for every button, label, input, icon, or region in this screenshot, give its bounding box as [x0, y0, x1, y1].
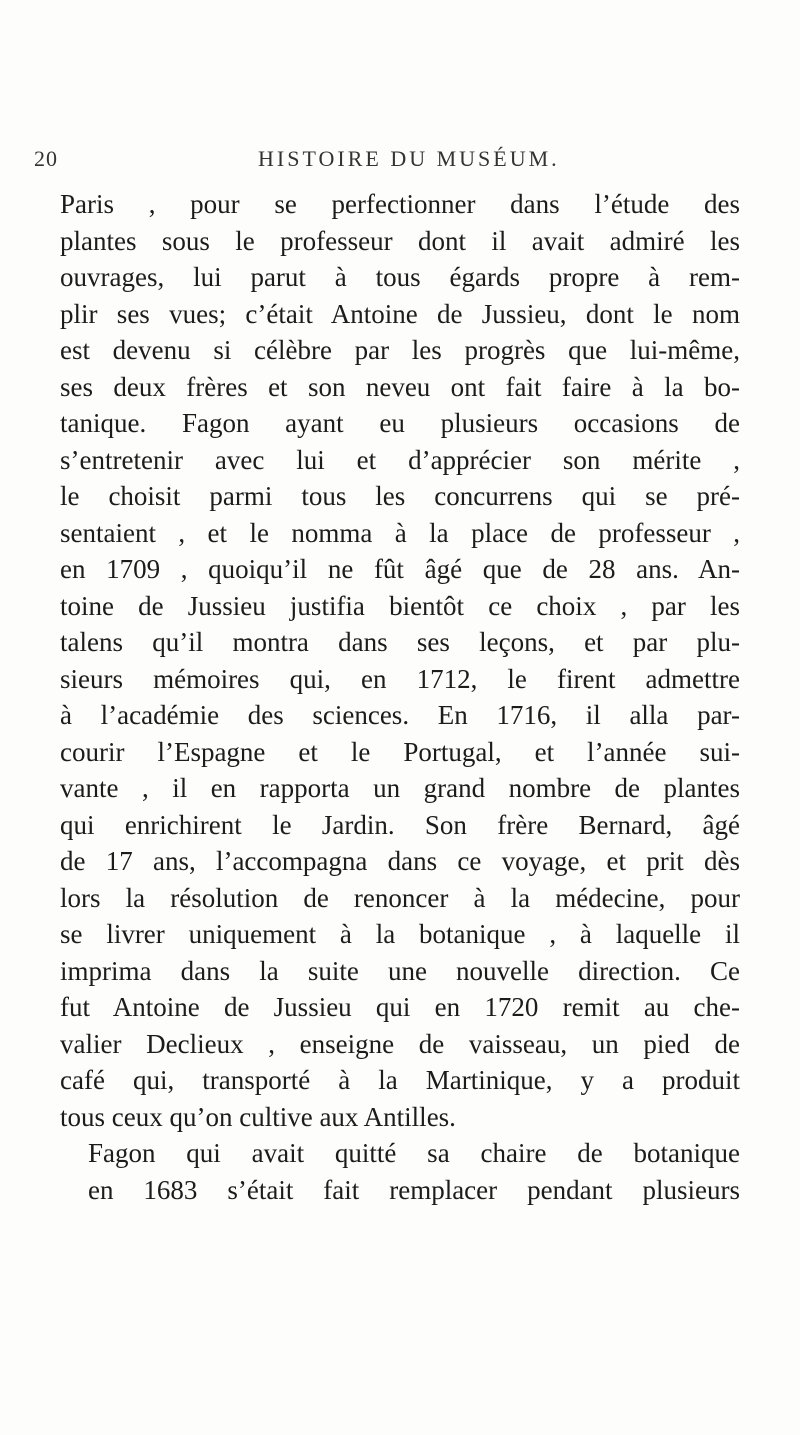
text-line: tanique. Fagon ayant eu plusieurs occasions de: [60, 408, 740, 438]
text-line: qui enrichirent le Jardin. Son frère Bernard, âgé: [60, 809, 740, 840]
page-number: 20: [34, 146, 58, 171]
running-title: HISTOIRE DU MUSÉUM.: [258, 146, 560, 171]
text-line: Paris , pour se perfectionner dans l’étude des: [60, 189, 740, 219]
text-line: à l’académie des sciences. En 1716, il alla par-: [60, 700, 740, 730]
text-line: ses deux frères et son neveu ont fait faire à la bo-: [60, 371, 740, 402]
text-line: sentaient , et le nomma à la place de professeur ,: [60, 517, 740, 548]
text-line: ouvrages, lui parut à tous égards propre à rem-: [60, 262, 740, 292]
text-line: fut Antoine de Jussieu qui en 1720 remit au che-: [60, 992, 740, 1022]
text-line: café qui, transporté à la Martinique, y a produit: [60, 1065, 740, 1095]
text-line: en 1683 s’était fait remplacer pendant plusieurs: [88, 1174, 740, 1205]
text-line: le choisit parmi tous les concurrens qui se pré-: [60, 481, 740, 511]
text-line: en 1709 , quoiqu’il ne fût âgé que de 28 ans. An-: [60, 554, 740, 584]
text-line: talens qu’il montra dans ses leçons, et par plu-: [60, 627, 740, 657]
page-header: [0, 146, 800, 176]
text-line: plantes sous le professeur dont il avait admiré les: [60, 225, 740, 256]
text-line: valier Declieux , enseigne de vaisseau, un pied de: [60, 1028, 740, 1059]
text-line: plir ses vues; c’était Antoine de Jussieu, dont le nom: [60, 298, 740, 329]
text-line: est devenu si célèbre par les progrès que lui-même,: [60, 335, 740, 365]
text-line: courir l’Espagne et le Portugal, et l’année sui-: [60, 736, 740, 767]
text-line: vante , il en rapporta un grand nombre de plantes: [60, 773, 740, 803]
text-line: de 17 ans, l’accompagna dans ce voyage, et prit dès: [60, 846, 740, 876]
text-line: lors la résolution de renoncer à la médecine, pour: [60, 882, 740, 913]
text-line: toine de Jussieu justifia bientôt ce choix , par les: [60, 590, 740, 621]
text-line: imprima dans la suite une nouvelle direction. Ce: [60, 955, 740, 986]
body-text: [60, 186, 740, 1208]
text-line: tous ceux qu’on cultive aux Antilles.: [60, 1101, 456, 1132]
text-line: s’entretenir avec lui et d’apprécier son mérite ,: [60, 444, 740, 475]
text-line: sieurs mémoires qui, en 1712, le firent admettre: [60, 663, 740, 694]
text-line: Fagon qui avait quitté sa chaire de botanique: [88, 1138, 740, 1168]
text-line: se livrer uniquement à la botanique , à laquelle il: [60, 919, 740, 949]
